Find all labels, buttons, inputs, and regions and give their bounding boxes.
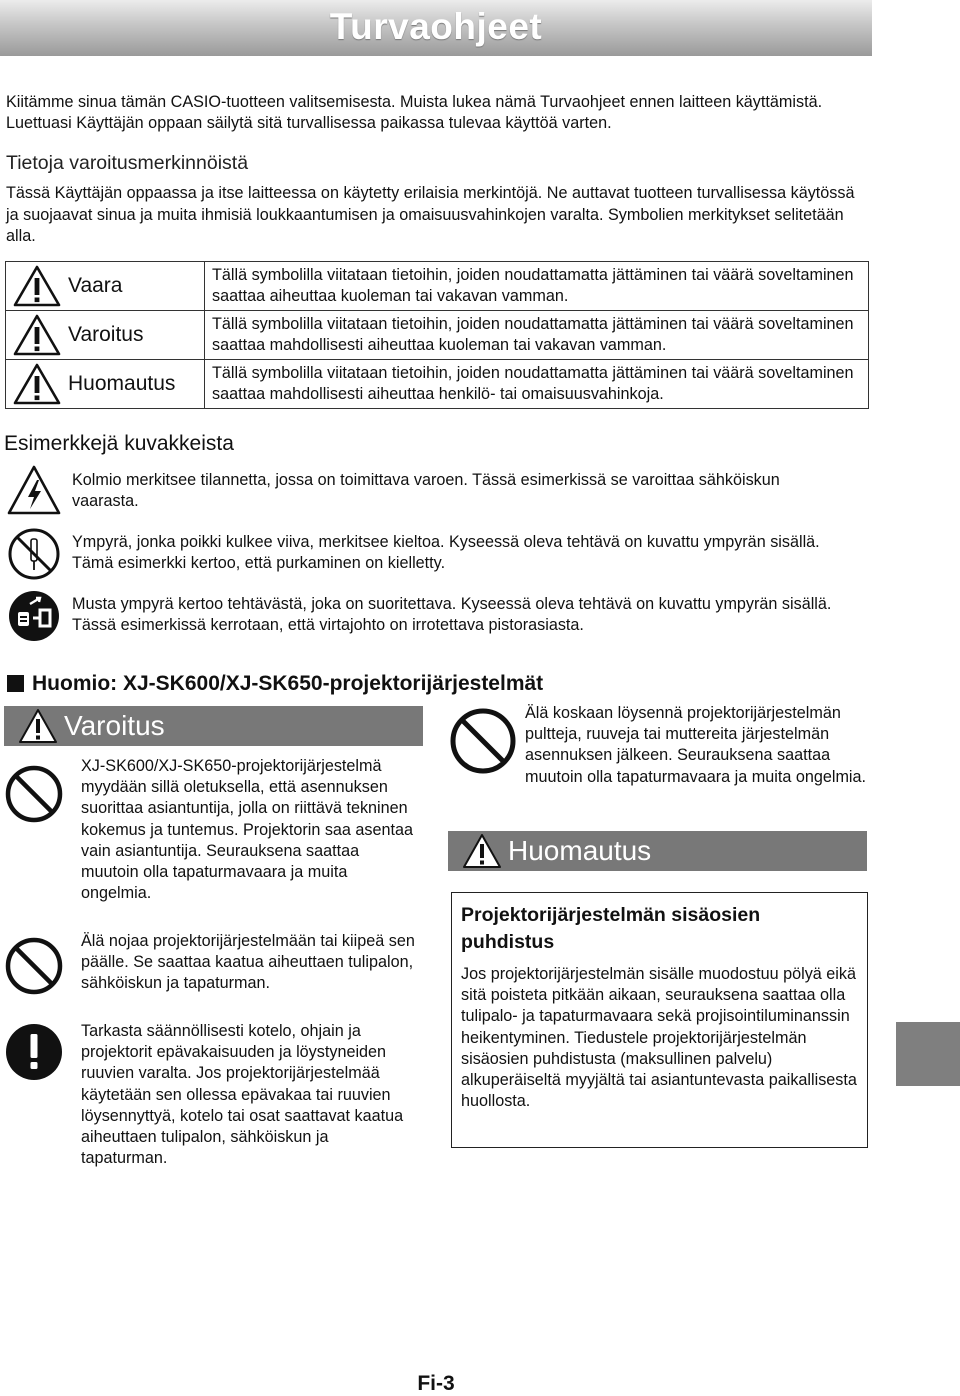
warning-triangle-icon bbox=[12, 362, 62, 406]
unplug-icon bbox=[6, 588, 62, 644]
note-heading: Huomio: XJ-SK600/XJ-SK650-projektorijärjestelmät bbox=[32, 672, 544, 695]
page-number: Fi-3 bbox=[417, 1372, 455, 1395]
example-prohibition-text: Ympyrä, jonka poikki kulkee viiva, merkitsee kieltoa. Kyseessä oleva tehtävä on kuvattu ympyrän sisällä. Tämä esimerkki kertoo, että purkaminen on kielletty. bbox=[72, 533, 820, 572]
label-huomautus: Huomautus bbox=[68, 372, 176, 395]
prohibition-icon bbox=[4, 936, 64, 996]
cleaning-box bbox=[451, 892, 868, 1148]
mandatory-action-icon bbox=[4, 1022, 64, 1082]
warning-triangle-icon bbox=[18, 708, 58, 744]
warning-triangle-icon bbox=[12, 264, 62, 308]
no-disassembly-icon bbox=[6, 526, 62, 582]
desc-varoitus: Tällä symbolilla viitataan tietoihin, joiden noudattamatta jättäminen tai väärä soveltaminen saattaa mahdollisesti aiheuttaa kuoleman tai vakavan vamman. bbox=[205, 311, 869, 360]
cleaning-box-text: Jos projektorijärjestelmän sisälle muodostuu pölyä eikä sitä poisteta pitkään aikaan, seurauksena saattaa olla tulipalo- ja tapaturmavaara sekä projisointiluminanssin heikentyminen. Tiedustele projektorijärjestelmän sisäosien puhdistusta (maksullinen palvelu) alkuperäiseltä myyjältä tai asiantuntevasta paikallisesta huollosta. bbox=[461, 965, 857, 1111]
page-title: Turvaohjeet bbox=[329, 6, 543, 47]
warning-header bbox=[4, 706, 423, 746]
desc-huomautus: Tällä symbolilla viitataan tietoihin, joiden noudattamatta jättäminen tai väärä soveltaminen saattaa mahdollisesti aiheuttaa henkilö- tai omaisuusvahinkoja. bbox=[205, 360, 869, 409]
symbol-table bbox=[5, 261, 869, 409]
section-bullet bbox=[7, 675, 24, 692]
caution-header bbox=[448, 831, 867, 871]
table-row bbox=[6, 360, 869, 409]
title-bar bbox=[0, 0, 872, 56]
side-tab bbox=[896, 1022, 960, 1086]
electric-shock-triangle-icon bbox=[6, 464, 62, 516]
warning-label: Varoitus bbox=[64, 710, 165, 741]
marks-heading: Tietoja varoitusmerkinnöistä bbox=[6, 152, 249, 174]
cleaning-box-title: Projektorijärjestelmän sisäosien puhdistus bbox=[461, 904, 761, 953]
warning-item-2: Älä nojaa projektorijärjestelmään tai kiipeä sen päälle. Se saattaa kaatua aiheuttaen tulipalon, sähköiskun ja tapaturman. bbox=[81, 932, 415, 993]
warning-item-1: XJ-SK600/XJ-SK650-projektorijärjestelmä myydään sillä oletuksella, että asennuksen suorittaa asiantuntija, jolla on riittävä tekninen kokemus ja tuntemus. Projektorin saa asentaa vain asiantuntija. Seurauksena saattaa muutoin olla tapaturmavaara ja muita ongelmia. bbox=[81, 757, 414, 903]
desc-vaara: Tällä symbolilla viitataan tietoihin, joiden noudattamatta jättäminen tai väärä soveltaminen saattaa aiheuttaa kuoleman tai vakavan vamman. bbox=[205, 262, 869, 311]
intro-text: Kiitämme sinua tämän CASIO-tuotteen valitsemisesta. Muista lukea nämä Turvaohjeet ennen laitteen käyttämistä. Luettuasi Käyttäjän oppaan säilytä sitä turvallisessa paikassa tulevaa käyttöä varten. bbox=[6, 93, 823, 132]
right-warning-item: Älä koskaan löysennä projektorijärjestelmän pultteja, ruuveja tai muttereita järjestelmän asennuksen jälkeen. Seurauksena saattaa muutoin olla tapaturmavaara ja muita ongelmia. bbox=[525, 704, 867, 786]
marks-paragraph: Tässä Käyttäjän oppaassa ja itse laitteessa on käytetty erilaisia merkintöjä. Ne auttavat tuotteen turvallisessa käytössä ja suojaavat sinua ja muita ihmisiä loukkaantumisen ja omaisuusvahinkojen varalta. Symbolien merkitykset selitetään alla. bbox=[6, 184, 855, 245]
label-varoitus: Varoitus bbox=[68, 323, 144, 346]
table-row bbox=[6, 311, 869, 360]
label-vaara: Vaara bbox=[68, 274, 123, 297]
example-mandatory-text: Musta ympyrä kertoo tehtävästä, joka on suoritettava. Kyseessä oleva tehtävä on kuvattu ympyrän sisällä. Tässä esimerkissä kerrotaan, että virtajohto on irrotettava pistorasiasta. bbox=[72, 595, 832, 634]
caution-label: Huomautus bbox=[508, 835, 652, 866]
prohibition-icon bbox=[448, 706, 518, 776]
prohibition-icon bbox=[4, 764, 64, 824]
examples-heading: Esimerkkejä kuvakkeista bbox=[4, 432, 234, 455]
warning-triangle-icon bbox=[462, 833, 502, 869]
table-row bbox=[6, 262, 869, 311]
warning-triangle-icon bbox=[12, 313, 62, 357]
example-triangle-text: Kolmio merkitsee tilannetta, jossa on toimittava varoen. Tässä esimerkissä se varoittaa sähköiskun vaarasta. bbox=[72, 471, 780, 510]
warning-item-3: Tarkasta säännöllisesti kotelo, ohjain ja projektorit epävakaisuuden ja löystyneiden ruuvien varalta. Jos projektorijärjestelmää käytetään sen ollessa epävakaa tai ruuvien löysennyttyä, kotelo tai osat saattavat kaatua aiheuttaen tulipalon, sähköiskun ja tapaturman. bbox=[81, 1022, 404, 1168]
